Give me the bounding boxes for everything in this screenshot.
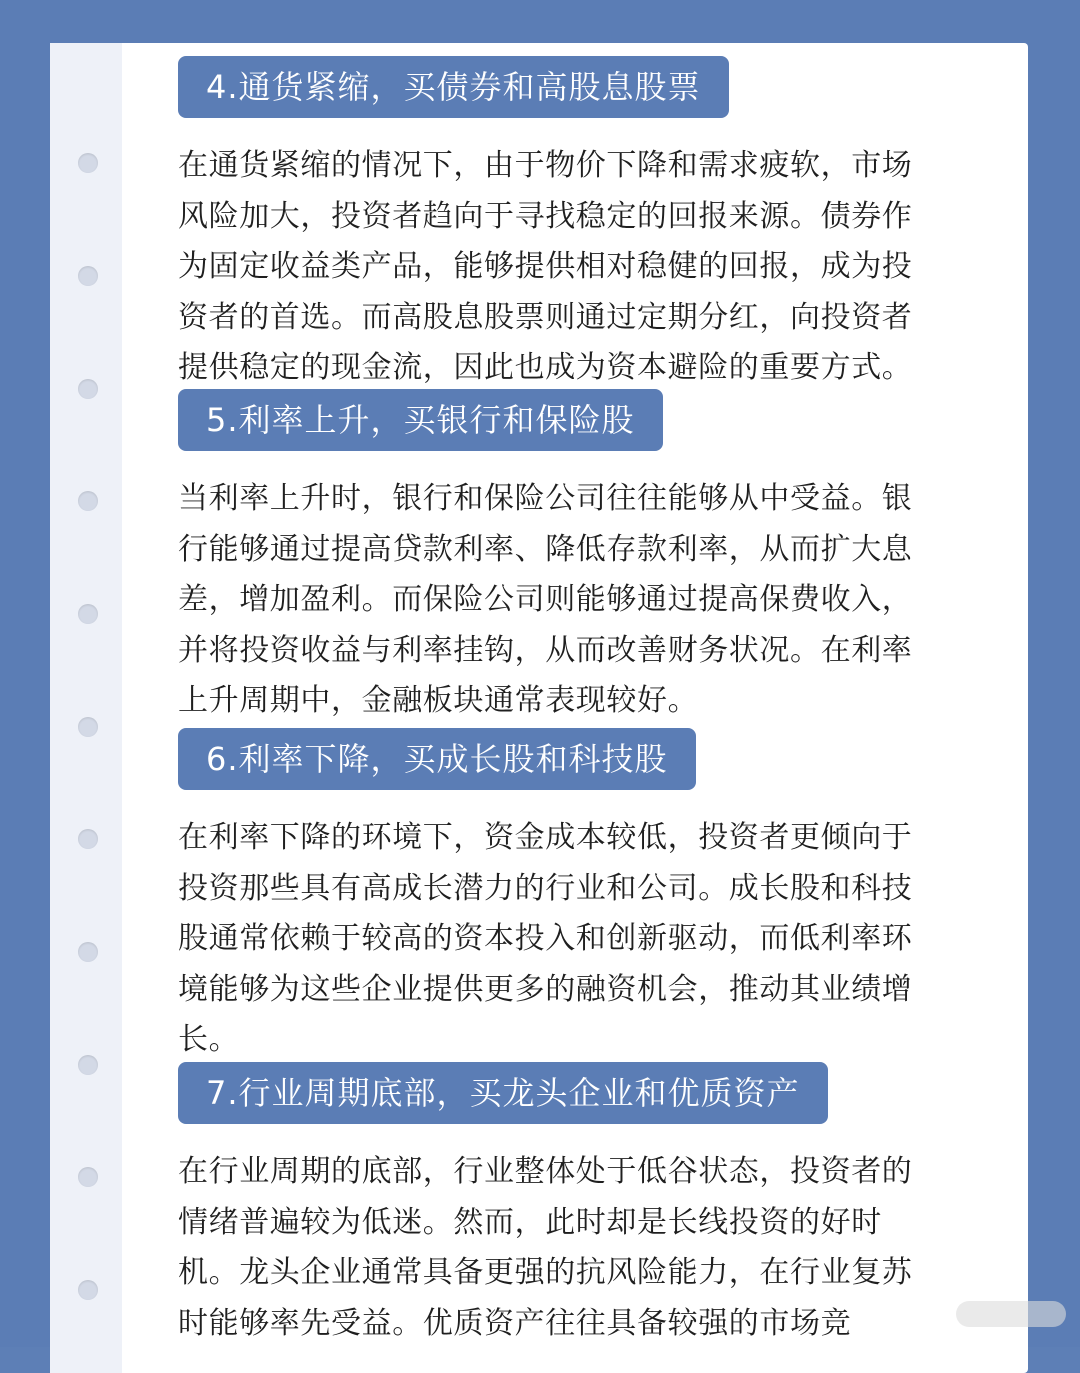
paragraph-line: 资者的首选。而高股息股票则通过定期分红，向投资者 xyxy=(178,299,913,335)
binder-hole-icon xyxy=(78,604,98,624)
binder-hole-icon xyxy=(78,942,98,962)
section-paragraph-6 xyxy=(178,813,948,1066)
binder-hole-icon xyxy=(78,1280,98,1300)
binder-hole-icon xyxy=(78,153,98,173)
paragraph-line: 并将投资收益与利率挂钩，从而改善财务状况。在利率 xyxy=(178,632,913,668)
paragraph-line: 当利率上升时，银行和保险公司往往能够从中受益。银 xyxy=(178,481,913,516)
binder-hole-icon xyxy=(78,266,98,286)
binder-hole-icon xyxy=(78,379,98,399)
paragraph-line: 投资那些具有高成长潜力的行业和公司。成长股和科技 xyxy=(178,870,913,906)
paragraph-line: 为固定收益类产品，能够提供相对稳健的回报，成为投 xyxy=(178,249,913,284)
section-paragraph-4 xyxy=(178,141,948,394)
paragraph-line: 情绪普遍较为低迷。然而，此时却是长线投资的好时 xyxy=(178,1204,882,1240)
paragraph-line: 在行业周期的底部，行业整体处于低谷状态，投资者的 xyxy=(178,1154,913,1189)
binder-hole-icon xyxy=(78,829,98,849)
paragraph-line: 差，增加盈利。而保险公司则能够通过提高保费收入， xyxy=(178,582,913,617)
paragraph-line: 提供稳定的现金流，因此也成为资本避险的重要方式。 xyxy=(178,350,913,385)
paragraph-line: 股通常依赖于较高的资本投入和创新驱动，而低利率环 xyxy=(178,921,913,956)
section-heading-6: 6.利率下降，买成长股和科技股 xyxy=(178,728,696,790)
binder-hole-icon xyxy=(78,1167,98,1187)
paragraph-line: 上升周期中，金融板块通常表现较好。 xyxy=(178,683,699,718)
section-paragraph-5 xyxy=(178,474,948,727)
section-heading-5: 5.利率上升，买银行和保险股 xyxy=(178,389,663,451)
binder-hole-icon xyxy=(78,491,98,511)
paragraph-line: 时能够率先受益。优质资产往往具备较强的市场竞 xyxy=(178,1305,852,1341)
binder-margin xyxy=(50,43,122,1373)
section-heading-4: 4.通货紧缩，买债券和高股息股票 xyxy=(178,56,729,118)
paragraph-line: 在通货紧缩的情况下，由于物价下降和需求疲软，市场 xyxy=(178,148,913,183)
paragraph-line: 长。 xyxy=(178,1022,240,1057)
binder-hole-icon xyxy=(78,1055,98,1075)
paragraph-line: 境能够为这些企业提供更多的融资机会，推动其业绩增 xyxy=(178,971,913,1007)
section-paragraph-7 xyxy=(178,1147,948,1349)
watermark-blur xyxy=(956,1301,1066,1327)
paragraph-line: 机。龙头企业通常具备更强的抗风险能力，在行业复苏 xyxy=(178,1255,913,1290)
paragraph-line: 在利率下降的环境下，资金成本较低，投资者更倾向于 xyxy=(178,820,913,855)
notebook-page xyxy=(50,43,1028,1373)
paragraph-line: 风险加大，投资者趋向于寻找稳定的回报来源。债券作 xyxy=(178,198,913,234)
paragraph-line: 行能够通过提高贷款利率、降低存款利率，从而扩大息 xyxy=(178,531,913,567)
binder-hole-icon xyxy=(78,717,98,737)
section-heading-7: 7.行业周期底部，买龙头企业和优质资产 xyxy=(178,1062,828,1124)
